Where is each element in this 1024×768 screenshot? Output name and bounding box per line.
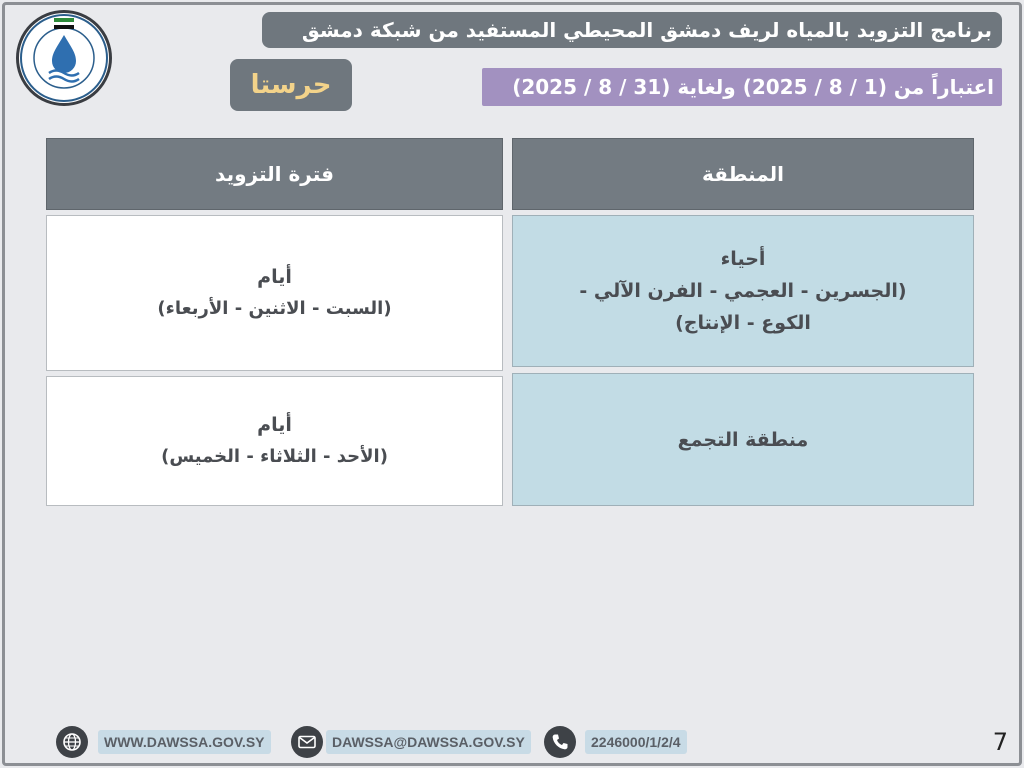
table-row-1-area bbox=[512, 215, 974, 367]
period-column-header bbox=[46, 138, 503, 210]
email-link[interactable]: DAWSSA@DAWSSA.GOV.SY bbox=[326, 730, 531, 754]
organization-logo bbox=[16, 10, 112, 106]
area-text: منطقة التجمع bbox=[677, 428, 809, 451]
period-text: أيام bbox=[257, 266, 292, 288]
mail-icon bbox=[291, 726, 323, 758]
area-header-label: المنطقة bbox=[702, 162, 784, 186]
page-number: 7 bbox=[992, 728, 1008, 756]
date-range: اعتباراً من (1 / 8 / 2025) ولغاية (31 / 8 / 2025) bbox=[482, 68, 1002, 106]
page-title: برنامج التزويد بالمياه لريف دمشق المحيطي المستفيد من شبكة دمشق bbox=[262, 12, 1002, 48]
period-header-label: فترة التزويد bbox=[215, 162, 334, 186]
table-row-2-area bbox=[512, 373, 974, 506]
period-text: (السبت - الاثنين - الأربعاء) bbox=[157, 298, 392, 319]
period-text: أيام bbox=[257, 414, 292, 436]
water-drop-emblem-icon bbox=[19, 13, 109, 103]
website-link[interactable]: WWW.DAWSSA.GOV.SY bbox=[98, 730, 271, 754]
phone-icon bbox=[544, 726, 576, 758]
table-row-2-period bbox=[46, 376, 503, 506]
area-text: أحياء bbox=[720, 248, 766, 270]
city-badge: حرستا bbox=[230, 59, 352, 111]
area-column-header bbox=[512, 138, 974, 210]
phone-number: 2246000/1/2/4 bbox=[585, 730, 687, 754]
area-text: الكوع - الإنتاج) bbox=[675, 312, 811, 334]
area-text: (الجسرين - العجمي - الفرن الآلي - bbox=[579, 280, 907, 302]
globe-icon bbox=[56, 726, 88, 758]
table-row-1-period bbox=[46, 215, 503, 371]
period-text: (الأحد - الثلاثاء - الخميس) bbox=[161, 446, 388, 467]
